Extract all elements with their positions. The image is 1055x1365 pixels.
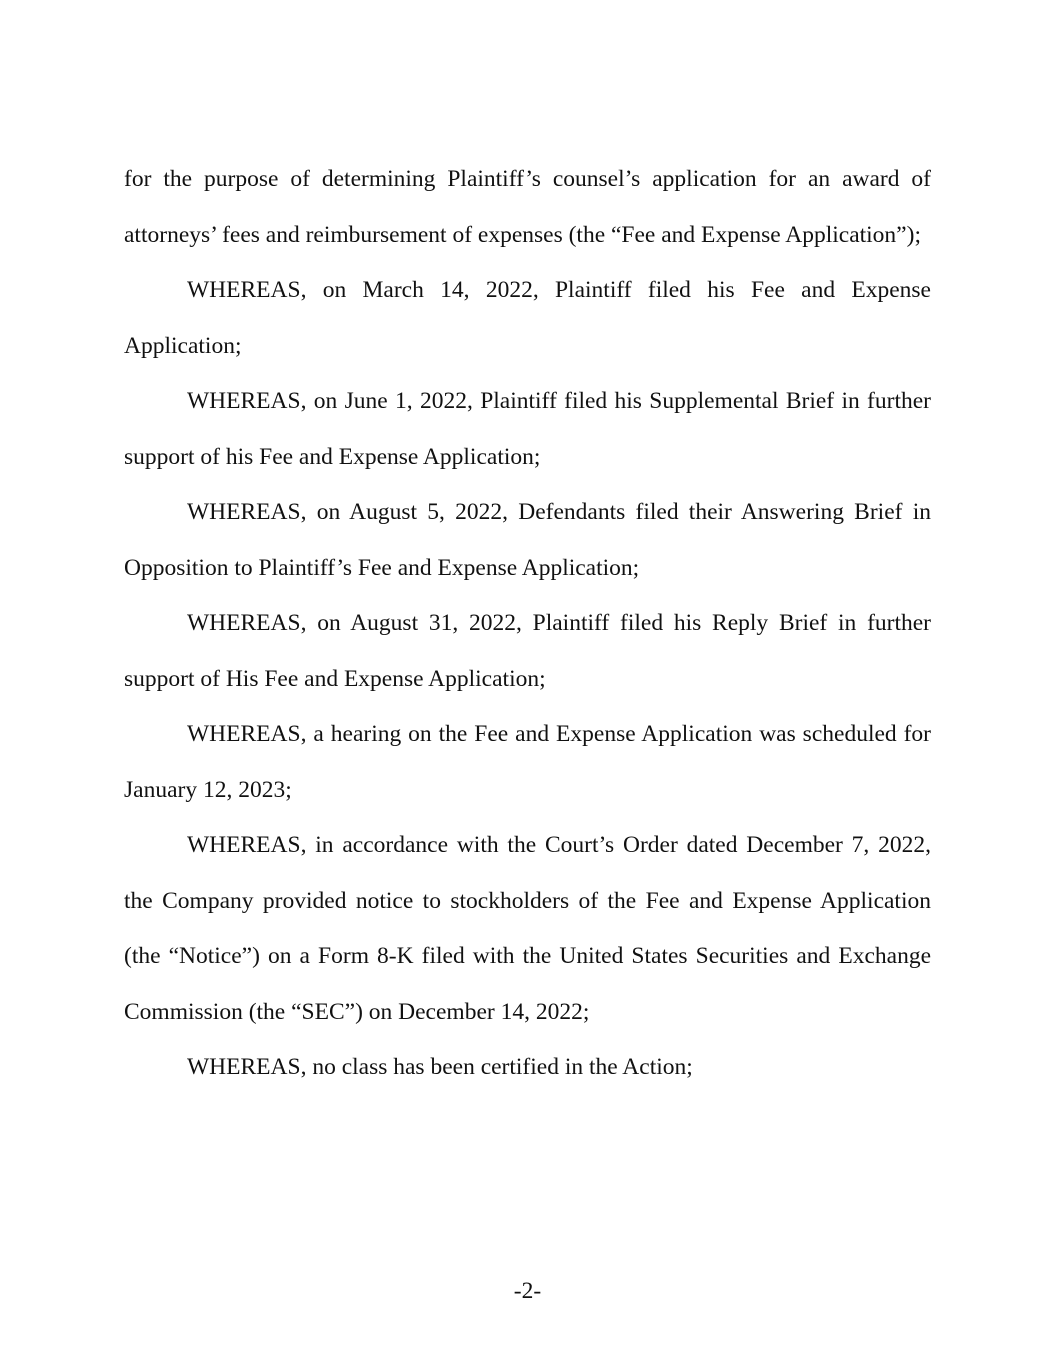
whereas-paragraph: WHEREAS, on August 31, 2022, Plaintiff filed his Reply Brief in further support of His Fee and Expense Application; (124, 610, 931, 692)
whereas-paragraph: WHEREAS, on June 1, 2022, Plaintiff filed his Supplemental Brief in further support of his Fee and Expense Application; (124, 388, 931, 470)
continuation-paragraph: for the purpose of determining Plaintiff’s counsel’s application for an award of attorneys’ fees and reimbursement of expenses (the “Fee and Expense Application”); (124, 166, 931, 248)
document-body (124, 152, 931, 1096)
whereas-paragraph: WHEREAS, no class has been certified in the Action; (187, 1054, 693, 1080)
whereas-paragraph: WHEREAS, in accordance with the Court’s Order dated December 7, 2022, the Company provided notice to stockholders of the Fee and Expense Application (the “Notice”) on a Form 8-K filed with the United States Securities and Exchange Commission (the “SEC”) on December 14, 2022; (124, 832, 931, 1025)
whereas-paragraph: WHEREAS, on March 14, 2022, Plaintiff filed his Fee and Expense Application; (124, 277, 931, 359)
page-number: -2- (513, 1278, 542, 1304)
whereas-paragraph: WHEREAS, a hearing on the Fee and Expense Application was scheduled for January 12, 2023; (124, 721, 931, 803)
whereas-paragraph: WHEREAS, on August 5, 2022, Defendants filed their Answering Brief in Opposition to Plaintiff’s Fee and Expense Application; (124, 499, 931, 581)
